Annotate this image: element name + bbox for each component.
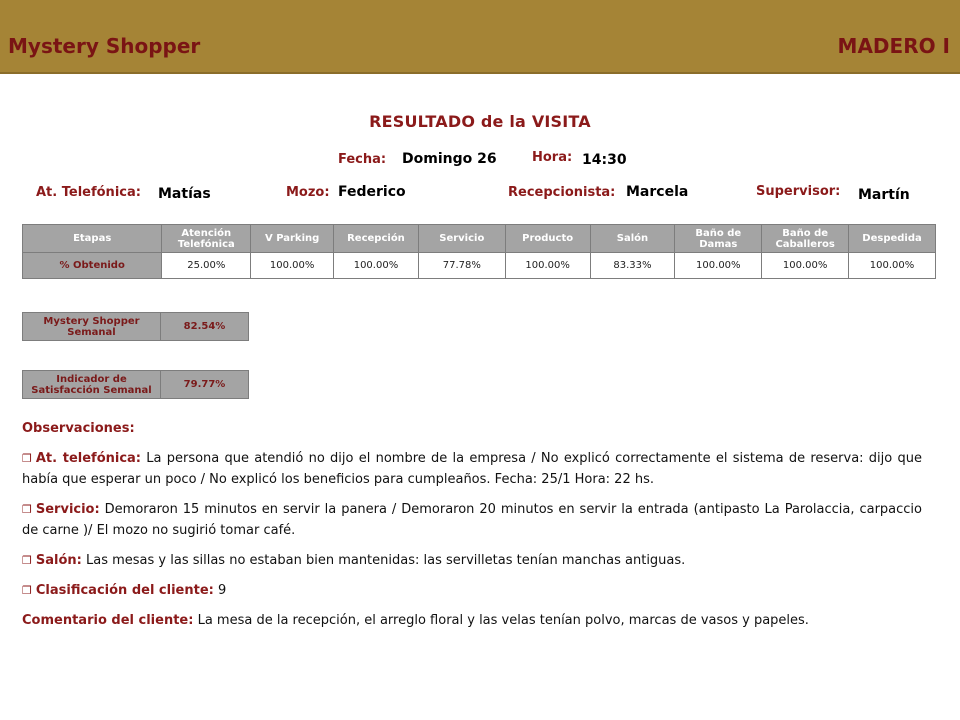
satisfaction-value: 79.77% xyxy=(161,371,249,399)
value-cell: 100.00% xyxy=(505,253,590,279)
header-cell: Servicio xyxy=(418,225,505,253)
value-cell: 100.00% xyxy=(251,253,334,279)
obs-salon xyxy=(22,550,922,571)
fecha-label: Fecha: xyxy=(338,152,387,167)
obs-salon-text: Las mesas y las sillas no estaban bien mantenidas: las servilletas tenían manchas antiguas. xyxy=(86,553,686,568)
obs-coment-text: La mesa de la recepción, el arreglo floral y las velas tenían polvo, marcas de vasos y papeles. xyxy=(197,613,809,628)
value-cell: 100.00% xyxy=(675,253,762,279)
obs-salon-key: Salón: xyxy=(35,553,82,568)
results-table xyxy=(22,224,936,279)
recep-label: Recepcionista: xyxy=(508,185,616,200)
satisfaction-table xyxy=(22,370,249,399)
header-cell: Salón xyxy=(590,225,675,253)
fecha-value: Domingo 26 xyxy=(402,151,497,167)
table-row xyxy=(23,253,936,279)
tel-label: At. Telefónica: xyxy=(36,185,141,200)
obs-clas xyxy=(22,580,922,601)
value-cell: 100.00% xyxy=(334,253,419,279)
recep-value: Marcela xyxy=(626,184,689,200)
weekly-label: Mystery Shopper Semanal xyxy=(23,313,161,341)
checkbox-bullet-icon: ❒ xyxy=(22,503,32,516)
hora-value: 14:30 xyxy=(582,152,627,168)
mozo-label: Mozo: xyxy=(286,185,330,200)
obs-coment xyxy=(22,610,922,631)
checkbox-bullet-icon: ❒ xyxy=(22,584,32,597)
header-cell: Etapas xyxy=(23,225,162,253)
mozo-value: Federico xyxy=(338,184,406,200)
checkbox-bullet-icon: ❒ xyxy=(22,554,32,567)
row-label-cell: % Obtenido xyxy=(23,253,162,279)
obs-serv xyxy=(22,499,922,541)
obs-serv-key: Servicio: xyxy=(35,502,100,517)
obs-clas-text: 9 xyxy=(218,583,227,598)
obs-coment-key: Comentario del cliente: xyxy=(22,613,194,628)
header-cell: Recepción xyxy=(334,225,419,253)
obs-serv-text: Demoraron 15 minutos en servir la panera / Demoraron 20 minutos en servir la entrada (antipasto La Parolaccia, carpaccio de carne )/ El mozo no sugirió tomar café. xyxy=(22,502,922,538)
header-cell: Despedida xyxy=(849,225,936,253)
page-title: RESULTADO de la VISITA xyxy=(369,112,591,131)
obs-tel-key: At. telefónica: xyxy=(35,451,142,466)
tel-value: Matías xyxy=(158,186,211,202)
value-cell: 100.00% xyxy=(762,253,849,279)
app-title: Mystery Shopper xyxy=(8,34,201,58)
value-cell: 77.78% xyxy=(418,253,505,279)
value-cell: 83.33% xyxy=(590,253,675,279)
obs-tel-text: La persona que atendió no dijo el nombre de la empresa / No explicó correctamente el sistema de reserva: dijo que había que esperar un poco / No explicó los beneficios para cumpleaños. Fecha: 25/1 Hora: 22 hs. xyxy=(22,451,922,487)
header-cell: Baño de Caballeros xyxy=(762,225,849,253)
observations-section xyxy=(22,418,922,640)
value-cell: 25.00% xyxy=(162,253,251,279)
obs-tel xyxy=(22,448,922,490)
hora-label: Hora: xyxy=(532,150,573,165)
header-divider xyxy=(0,72,960,74)
header-cell: Producto xyxy=(505,225,590,253)
weekly-value: 82.54% xyxy=(161,313,249,341)
weekly-score-table xyxy=(22,312,249,341)
location-title: MADERO I xyxy=(837,34,950,58)
satisfaction-label: Indicador de Satisfacción Semanal xyxy=(23,371,161,399)
header-cell: V Parking xyxy=(251,225,334,253)
checkbox-bullet-icon: ❒ xyxy=(22,452,32,465)
sup-value: Martín xyxy=(858,187,910,203)
table-header-row xyxy=(23,225,936,253)
sup-label: Supervisor: xyxy=(756,184,841,199)
observations-title: Observaciones: xyxy=(22,421,135,436)
obs-clas-key: Clasificación del cliente: xyxy=(35,583,214,598)
value-cell: 100.00% xyxy=(849,253,936,279)
header-cell: Baño de Damas xyxy=(675,225,762,253)
header-cell: Atención Telefónica xyxy=(162,225,251,253)
